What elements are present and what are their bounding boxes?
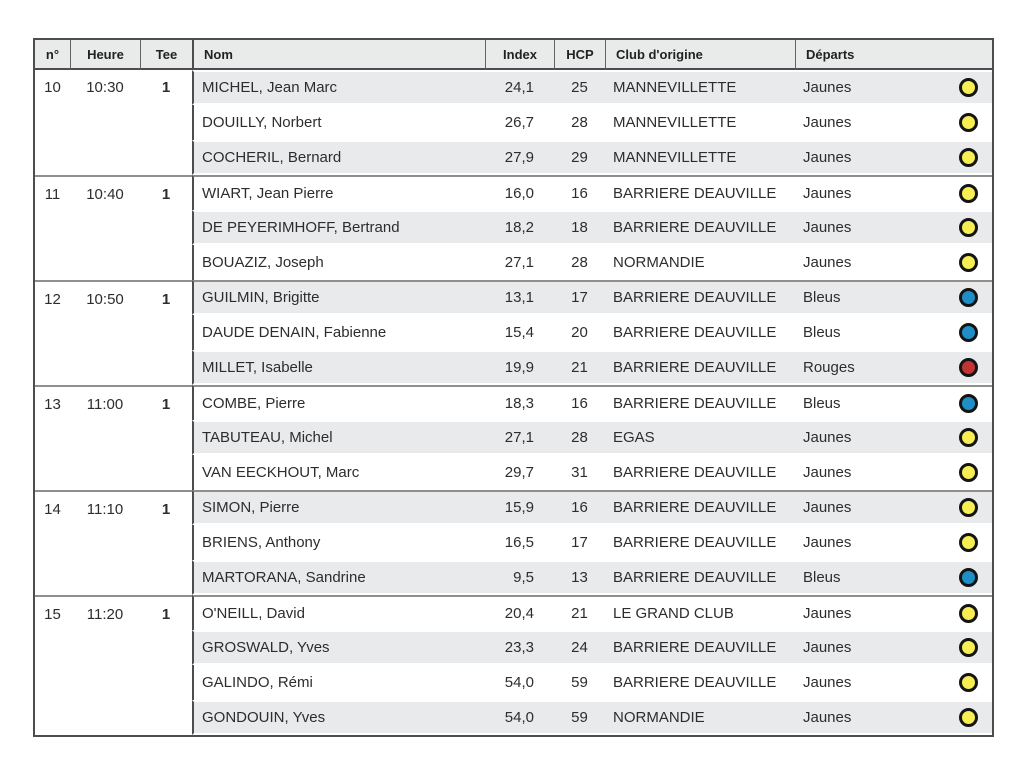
player-hcp: 20: [554, 315, 605, 350]
departs-wrap: [803, 498, 978, 517]
departs-label: Rouges: [803, 359, 855, 376]
player-nom: VAN EECKHOUT, Marc: [192, 455, 485, 490]
group-tee: 1: [140, 490, 192, 595]
departs-wrap: [803, 428, 978, 447]
departs-label: Jaunes: [803, 605, 852, 622]
tee-color-yellow-icon: [959, 148, 978, 167]
departs-label: Jaunes: [803, 254, 852, 271]
tee-color-yellow-icon: [959, 498, 978, 517]
departs-label: Jaunes: [803, 499, 852, 516]
group-no: 15: [35, 595, 70, 735]
player-hcp: 16: [554, 175, 605, 210]
departs-wrap: [803, 708, 978, 727]
header-heure: Heure: [70, 40, 140, 70]
player-club: BARRIERE DEAUVILLE: [605, 315, 795, 350]
departs-wrap: [803, 148, 978, 167]
player-index: 54,0: [485, 700, 554, 735]
start-list-table: [33, 38, 994, 737]
player-club: BARRIERE DEAUVILLE: [605, 280, 795, 315]
player-club: MANNEVILLETTE: [605, 105, 795, 140]
player-club: BARRIERE DEAUVILLE: [605, 175, 795, 210]
group-no: 10: [35, 70, 70, 175]
player-nom: WIART, Jean Pierre: [192, 175, 485, 210]
player-departs: [795, 210, 992, 245]
player-nom: DE PEYERIMHOFF, Bertrand: [192, 210, 485, 245]
player-index: 15,4: [485, 315, 554, 350]
player-club: MANNEVILLETTE: [605, 70, 795, 105]
player-club: BARRIERE DEAUVILLE: [605, 350, 795, 385]
group-no: 14: [35, 490, 70, 595]
player-index: 27,9: [485, 140, 554, 175]
group-heure: 10:50: [70, 280, 140, 385]
group-tee: 1: [140, 595, 192, 735]
player-club: MANNEVILLETTE: [605, 140, 795, 175]
player-nom: COCHERIL, Bernard: [192, 140, 485, 175]
departs-wrap: [803, 218, 978, 237]
player-departs: [795, 455, 992, 490]
departs-label: Bleus: [803, 324, 841, 341]
departs-label: Jaunes: [803, 639, 852, 656]
tee-color-blue-icon: [959, 394, 978, 413]
header-tee: Tee: [140, 40, 192, 70]
departs-wrap: [803, 394, 978, 413]
player-row: [35, 595, 992, 630]
player-hcp: 29: [554, 140, 605, 175]
group-tee: 1: [140, 385, 192, 490]
player-nom: SIMON, Pierre: [192, 490, 485, 525]
departs-wrap: [803, 253, 978, 272]
departs-wrap: [803, 184, 978, 203]
player-departs: [795, 560, 992, 595]
player-departs: [795, 490, 992, 525]
header-hcp: HCP: [554, 40, 605, 70]
player-departs: [795, 525, 992, 560]
player-hcp: 21: [554, 595, 605, 630]
player-club: BARRIERE DEAUVILLE: [605, 525, 795, 560]
player-nom: BRIENS, Anthony: [192, 525, 485, 560]
player-index: 19,9: [485, 350, 554, 385]
player-club: LE GRAND CLUB: [605, 595, 795, 630]
header-departs: Départs: [795, 40, 992, 70]
player-departs: [795, 140, 992, 175]
player-club: BARRIERE DEAUVILLE: [605, 210, 795, 245]
departs-wrap: [803, 288, 978, 307]
tee-color-yellow-icon: [959, 218, 978, 237]
departs-label: Jaunes: [803, 219, 852, 236]
group-heure: 11:10: [70, 490, 140, 595]
table-header: [35, 40, 992, 70]
player-hcp: 59: [554, 700, 605, 735]
player-index: 27,1: [485, 245, 554, 280]
departs-label: Bleus: [803, 395, 841, 412]
player-nom: GONDOUIN, Yves: [192, 700, 485, 735]
player-hcp: 17: [554, 280, 605, 315]
player-departs: [795, 315, 992, 350]
departs-wrap: [803, 358, 978, 377]
player-index: 54,0: [485, 665, 554, 700]
player-hcp: 13: [554, 560, 605, 595]
tee-color-yellow-icon: [959, 253, 978, 272]
player-hcp: 31: [554, 455, 605, 490]
player-nom: TABUTEAU, Michel: [192, 420, 485, 455]
player-club: BARRIERE DEAUVILLE: [605, 490, 795, 525]
player-index: 13,1: [485, 280, 554, 315]
header-nom: Nom: [192, 40, 485, 70]
tee-color-blue-icon: [959, 288, 978, 307]
player-index: 9,5: [485, 560, 554, 595]
departs-wrap: [803, 78, 978, 97]
tee-color-blue-icon: [959, 323, 978, 342]
player-hcp: 17: [554, 525, 605, 560]
player-hcp: 16: [554, 385, 605, 420]
group-heure: 10:30: [70, 70, 140, 175]
player-nom: DOUILLY, Norbert: [192, 105, 485, 140]
tee-color-yellow-icon: [959, 604, 978, 623]
player-row: [35, 70, 992, 105]
departs-wrap: [803, 604, 978, 623]
departs-wrap: [803, 533, 978, 552]
tee-color-yellow-icon: [959, 708, 978, 727]
player-index: 24,1: [485, 70, 554, 105]
player-departs: [795, 280, 992, 315]
player-row: [35, 490, 992, 525]
group-no: 11: [35, 175, 70, 280]
player-nom: GUILMIN, Brigitte: [192, 280, 485, 315]
departs-label: Jaunes: [803, 429, 852, 446]
tee-color-yellow-icon: [959, 673, 978, 692]
tee-color-yellow-icon: [959, 184, 978, 203]
departs-label: Bleus: [803, 569, 841, 586]
departs-label: Bleus: [803, 289, 841, 306]
group-no: 12: [35, 280, 70, 385]
player-index: 16,5: [485, 525, 554, 560]
player-index: 27,1: [485, 420, 554, 455]
tee-color-yellow-icon: [959, 113, 978, 132]
departs-wrap: [803, 638, 978, 657]
player-club: BARRIERE DEAUVILLE: [605, 455, 795, 490]
player-club: BARRIERE DEAUVILLE: [605, 560, 795, 595]
group-heure: 11:20: [70, 595, 140, 735]
player-row: [35, 175, 992, 210]
tee-color-blue-icon: [959, 568, 978, 587]
player-index: 20,4: [485, 595, 554, 630]
player-index: 29,7: [485, 455, 554, 490]
departs-label: Jaunes: [803, 149, 852, 166]
departs-label: Jaunes: [803, 79, 852, 96]
group-heure: 10:40: [70, 175, 140, 280]
player-club: NORMANDIE: [605, 245, 795, 280]
player-nom: MICHEL, Jean Marc: [192, 70, 485, 105]
player-row: [35, 280, 992, 315]
tee-color-yellow-icon: [959, 463, 978, 482]
tee-color-yellow-icon: [959, 78, 978, 97]
header-index: Index: [485, 40, 554, 70]
tee-color-yellow-icon: [959, 533, 978, 552]
departs-wrap: [803, 323, 978, 342]
player-nom: O'NEILL, David: [192, 595, 485, 630]
player-index: 23,3: [485, 630, 554, 665]
player-hcp: 28: [554, 105, 605, 140]
player-index: 26,7: [485, 105, 554, 140]
departs-label: Jaunes: [803, 534, 852, 551]
departs-wrap: [803, 113, 978, 132]
player-index: 16,0: [485, 175, 554, 210]
tee-color-red-icon: [959, 358, 978, 377]
player-club: BARRIERE DEAUVILLE: [605, 665, 795, 700]
player-departs: [795, 665, 992, 700]
player-club: NORMANDIE: [605, 700, 795, 735]
player-departs: [795, 700, 992, 735]
header-club: Club d'origine: [605, 40, 795, 70]
group-heure: 11:00: [70, 385, 140, 490]
group-tee: 1: [140, 70, 192, 175]
player-departs: [795, 175, 992, 210]
group-no: 13: [35, 385, 70, 490]
player-departs: [795, 420, 992, 455]
player-departs: [795, 630, 992, 665]
player-nom: BOUAZIZ, Joseph: [192, 245, 485, 280]
player-departs: [795, 105, 992, 140]
player-nom: MARTORANA, Sandrine: [192, 560, 485, 595]
table-body: [35, 70, 992, 735]
player-index: 15,9: [485, 490, 554, 525]
departs-label: Jaunes: [803, 674, 852, 691]
departs-label: Jaunes: [803, 709, 852, 726]
player-club: BARRIERE DEAUVILLE: [605, 630, 795, 665]
player-index: 18,3: [485, 385, 554, 420]
player-nom: GALINDO, Rémi: [192, 665, 485, 700]
player-row: [35, 385, 992, 420]
departs-label: Jaunes: [803, 464, 852, 481]
player-departs: [795, 70, 992, 105]
player-club: BARRIERE DEAUVILLE: [605, 385, 795, 420]
tee-color-yellow-icon: [959, 428, 978, 447]
departs-wrap: [803, 673, 978, 692]
player-nom: MILLET, Isabelle: [192, 350, 485, 385]
player-index: 18,2: [485, 210, 554, 245]
tee-color-yellow-icon: [959, 638, 978, 657]
group-tee: 1: [140, 280, 192, 385]
player-hcp: 21: [554, 350, 605, 385]
player-departs: [795, 595, 992, 630]
header-row: [35, 40, 992, 70]
player-hcp: 59: [554, 665, 605, 700]
departs-label: Jaunes: [803, 185, 852, 202]
player-hcp: 16: [554, 490, 605, 525]
player-nom: COMBE, Pierre: [192, 385, 485, 420]
player-departs: [795, 350, 992, 385]
player-departs: [795, 245, 992, 280]
header-no: n°: [35, 40, 70, 70]
group-tee: 1: [140, 175, 192, 280]
player-nom: GROSWALD, Yves: [192, 630, 485, 665]
departs-wrap: [803, 568, 978, 587]
player-hcp: 28: [554, 245, 605, 280]
player-nom: DAUDE DENAIN, Fabienne: [192, 315, 485, 350]
departs-wrap: [803, 463, 978, 482]
player-departs: [795, 385, 992, 420]
departs-label: Jaunes: [803, 114, 852, 131]
player-hcp: 24: [554, 630, 605, 665]
player-hcp: 18: [554, 210, 605, 245]
player-hcp: 25: [554, 70, 605, 105]
player-club: EGAS: [605, 420, 795, 455]
player-hcp: 28: [554, 420, 605, 455]
